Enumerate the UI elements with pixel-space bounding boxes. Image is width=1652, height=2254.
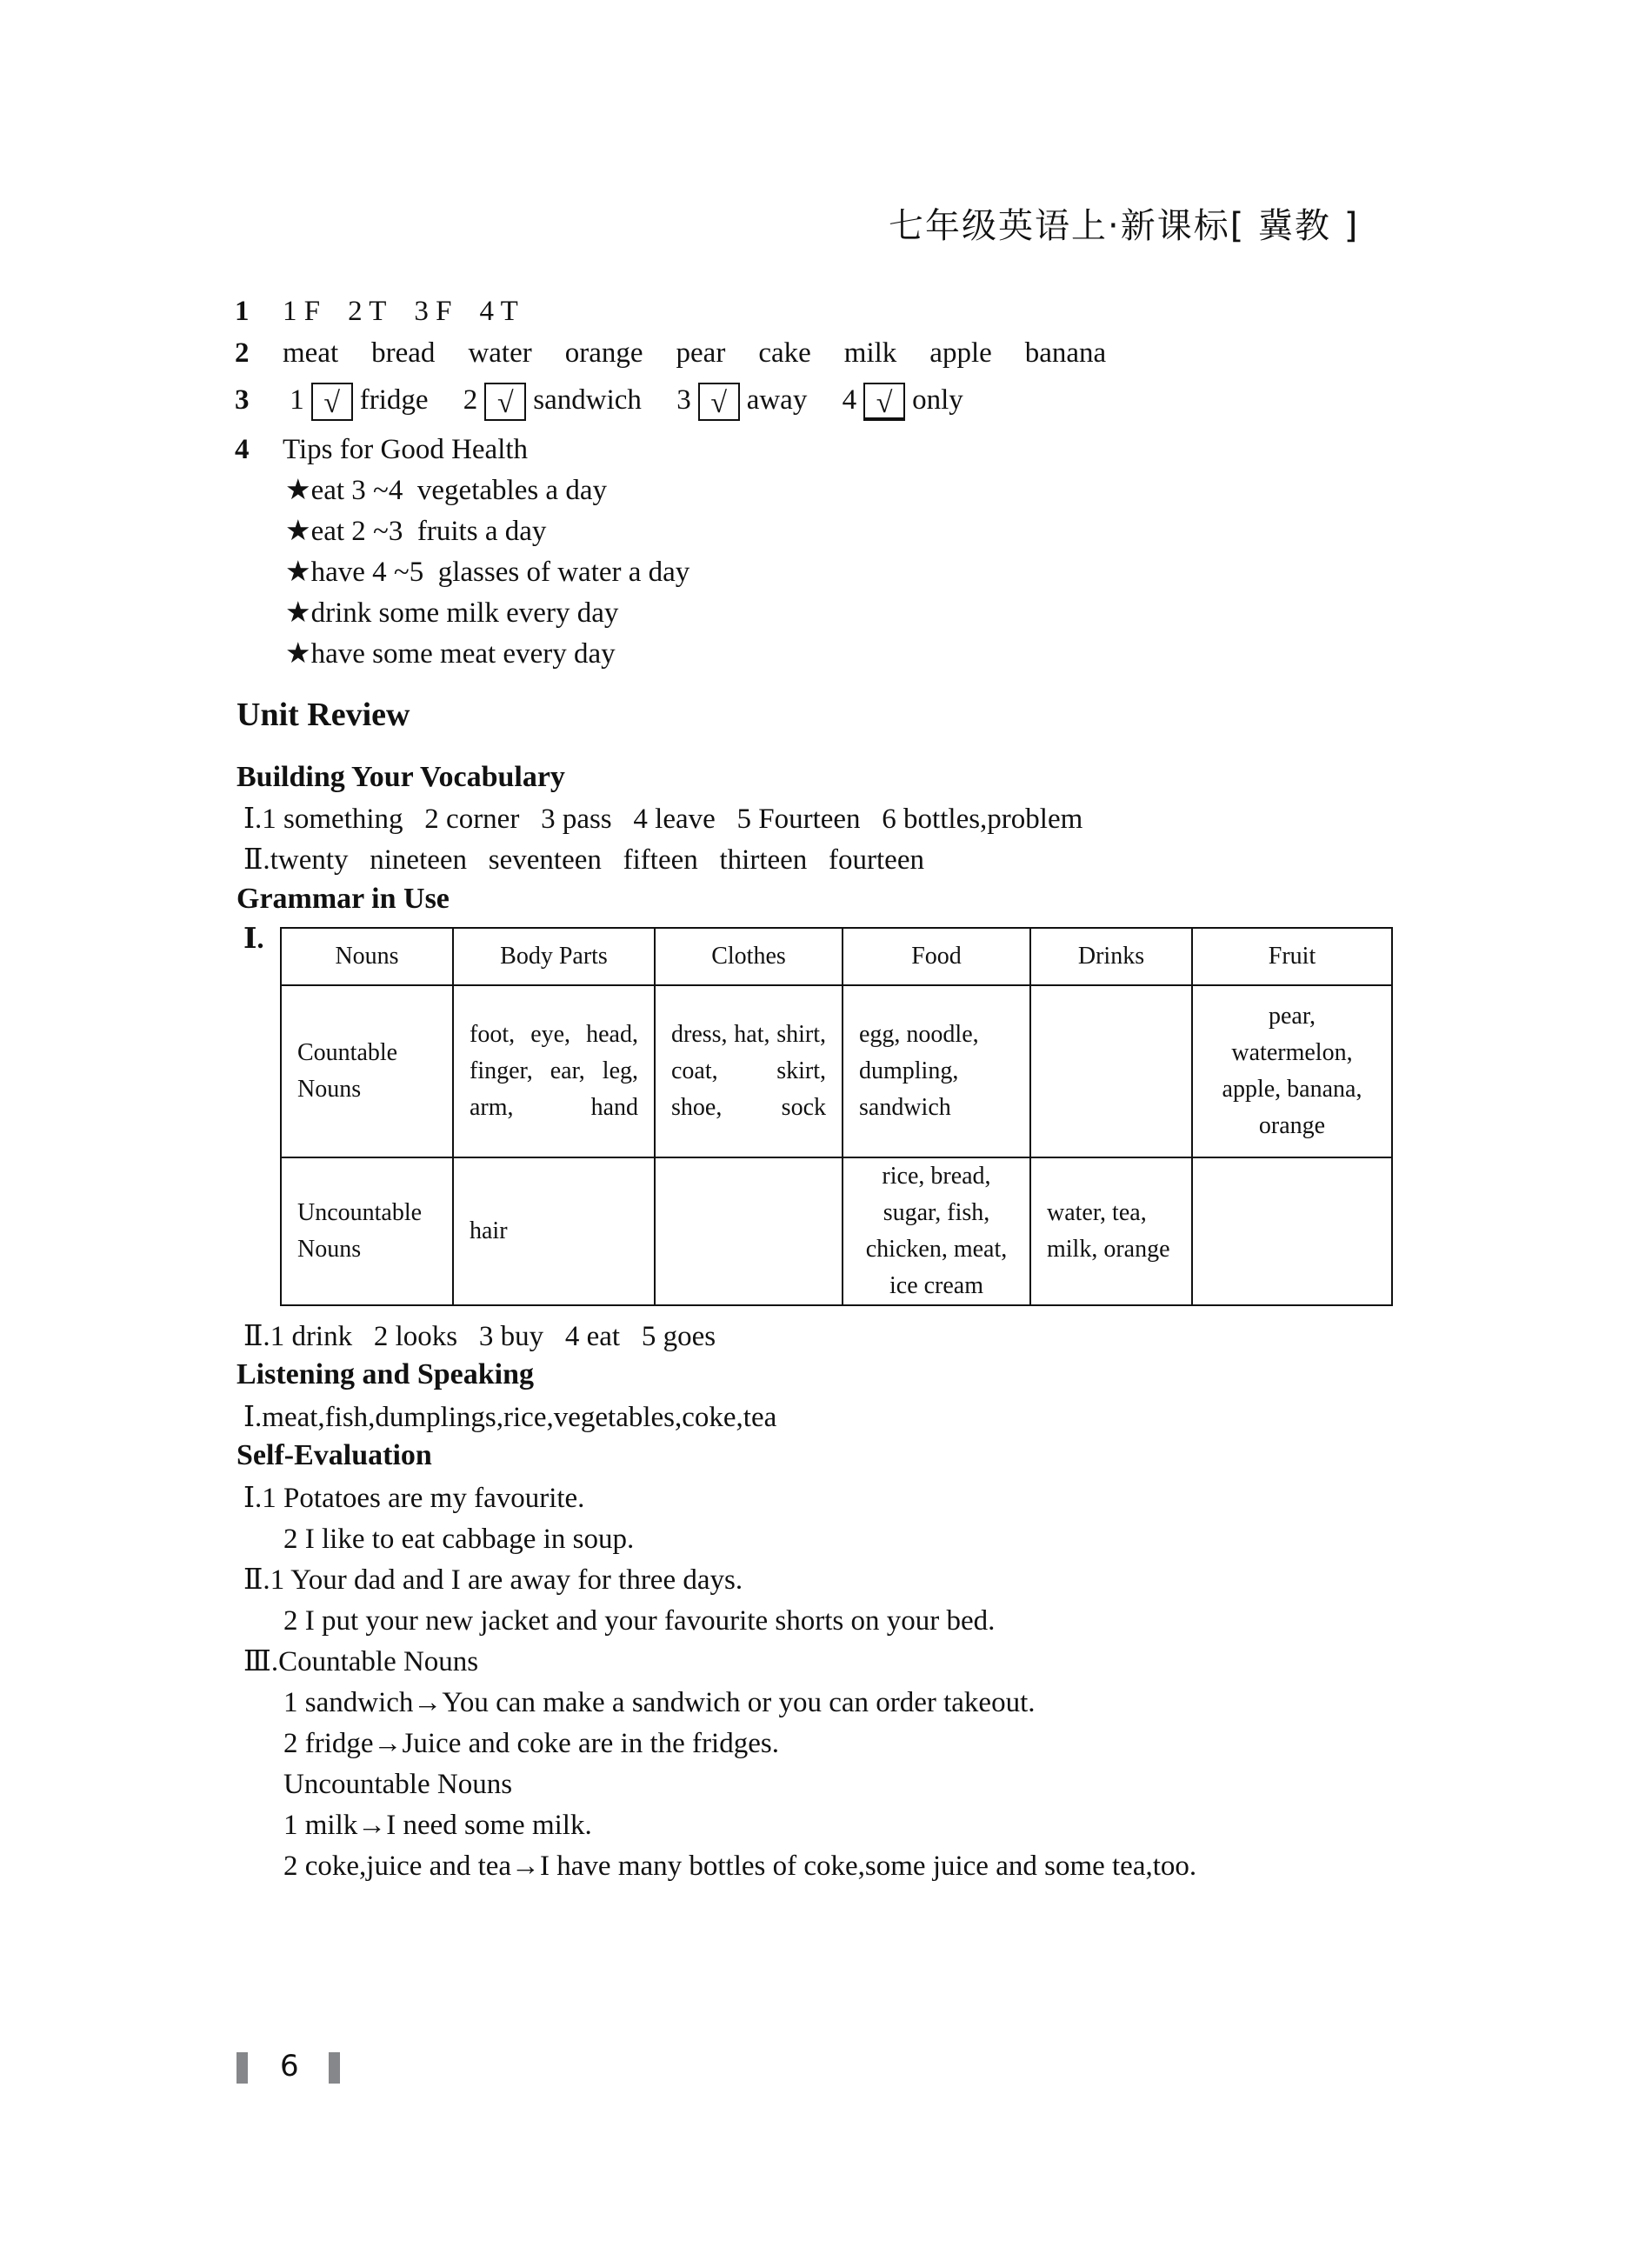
grammar-part-ii: Ⅱ.1 drink 2 looks 3 buy 4 eat 5 goes [243, 1321, 716, 1352]
table-cell [1030, 985, 1192, 1157]
star-icon: ★ [285, 516, 311, 547]
question-3: 3 1 √ fridge 2 √ sandwich 3 √ away 4 √ only [235, 384, 963, 420]
section-title-unit-review: Unit Review [236, 697, 410, 733]
row-label: Uncountable Nouns [281, 1157, 453, 1305]
page-bar-left [236, 2052, 248, 2084]
self-eval-iii-countable-1: 1 sandwich→You can make a sandwich or you can order takeout. [283, 1687, 1036, 1718]
table-cell: rice, bread, sugar, fish, chicken, meat, ice cream [843, 1157, 1030, 1305]
vocab-part-i: Ⅰ.1 something 2 corner 3 pass 4 leave 5 Fourteen 6 bottles,problem [243, 804, 1083, 835]
tip-item: ★have some meat every day [285, 638, 616, 670]
table-cell [655, 1157, 843, 1305]
tip-item: ★eat 3 ~4 vegetables a day [285, 475, 607, 506]
table-cell [1192, 1157, 1392, 1305]
table-header-cell: Fruit [1192, 928, 1392, 985]
check-box: √ [863, 383, 905, 421]
question-number: 1 [235, 296, 250, 327]
table-header-cell: Food [843, 928, 1030, 985]
self-eval-i-1: Ⅰ.1 Potatoes are my favourite. [243, 1483, 585, 1514]
star-icon: ★ [285, 557, 311, 588]
subsection-title-grammar: Grammar in Use [236, 883, 450, 915]
table-header-cell: Drinks [1030, 928, 1192, 985]
question-1: 1 1 F 2 T 3 F 4 T [235, 296, 518, 327]
tips-title: Tips for Good Health [283, 434, 529, 465]
self-eval-iii-uncountable-title: Uncountable Nouns [283, 1769, 513, 1800]
self-eval-ii-2: 2 I put your new jacket and your favourite shorts on your bed. [283, 1605, 996, 1637]
table-cell: dress, hat, shirt, coat, skirt, shoe, sock [655, 985, 843, 1157]
table-cell: foot, eye, head, finger, ear, leg, arm, hand [453, 985, 655, 1157]
table-cell: egg, noodle, dumpling, sandwich [843, 985, 1030, 1157]
check-box: √ [698, 383, 740, 421]
grammar-part-i-label: Ⅰ. [243, 924, 264, 955]
table-header-cell: Body Parts [453, 928, 655, 985]
self-eval-i-2: 2 I like to eat cabbage in soup. [283, 1524, 635, 1555]
nouns-table [280, 927, 1393, 1306]
table-header-row [281, 928, 1392, 985]
self-eval-ii-1: Ⅱ.1 Your dad and I are away for three days. [243, 1564, 743, 1596]
subsection-title-self-evaluation: Self-Evaluation [236, 1439, 432, 1471]
page-number: 6 [280, 2049, 299, 2084]
table-header-cell: Nouns [281, 928, 453, 985]
tip-item: ★eat 2 ~3 fruits a day [285, 516, 547, 547]
tip-item: ★have 4 ~5 glasses of water a day [285, 557, 690, 588]
listening-part-i: Ⅰ.meat,fish,dumplings,rice,vegetables,coke,tea [243, 1402, 777, 1433]
check-box: √ [311, 383, 353, 421]
table-cell: water, tea, milk, orange [1030, 1157, 1192, 1305]
self-eval-iii-countable-2: 2 fridge→Juice and coke are in the fridges. [283, 1728, 779, 1759]
vocab-part-ii: Ⅱ.twenty nineteen seventeen fifteen thirteen fourteen [243, 844, 924, 876]
table-row [281, 1157, 1392, 1305]
tip-item: ★drink some milk every day [285, 597, 619, 629]
row-label: Countable Nouns [281, 985, 453, 1157]
subsection-title-listening: Listening and Speaking [236, 1358, 535, 1390]
table-cell: pear, watermelon, apple, banana, orange [1192, 985, 1392, 1157]
self-eval-iii-uncountable-2: 2 coke,juice and tea→I have many bottles of coke,some juice and some tea,too. [283, 1851, 1197, 1882]
subsection-title-vocabulary: Building Your Vocabulary [236, 761, 565, 793]
self-eval-iii-uncountable-1: 1 milk→I need some milk. [283, 1810, 592, 1841]
table-cell: hair [453, 1157, 655, 1305]
page-bar-right [329, 2052, 340, 2084]
star-icon: ★ [285, 475, 311, 506]
running-header: 七年级英语上·新课标[ 冀教 ] [889, 206, 1360, 246]
star-icon: ★ [285, 597, 311, 629]
question-4: 4 Tips for Good Health [235, 434, 529, 465]
self-eval-iii-title: Ⅲ.Countable Nouns [243, 1646, 479, 1677]
question-2: 2 meat bread water orange pear cake milk apple banana [235, 337, 1107, 369]
table-header-cell: Clothes [655, 928, 843, 985]
check-box: √ [484, 383, 526, 421]
table-row [281, 985, 1392, 1157]
star-icon: ★ [285, 638, 311, 670]
